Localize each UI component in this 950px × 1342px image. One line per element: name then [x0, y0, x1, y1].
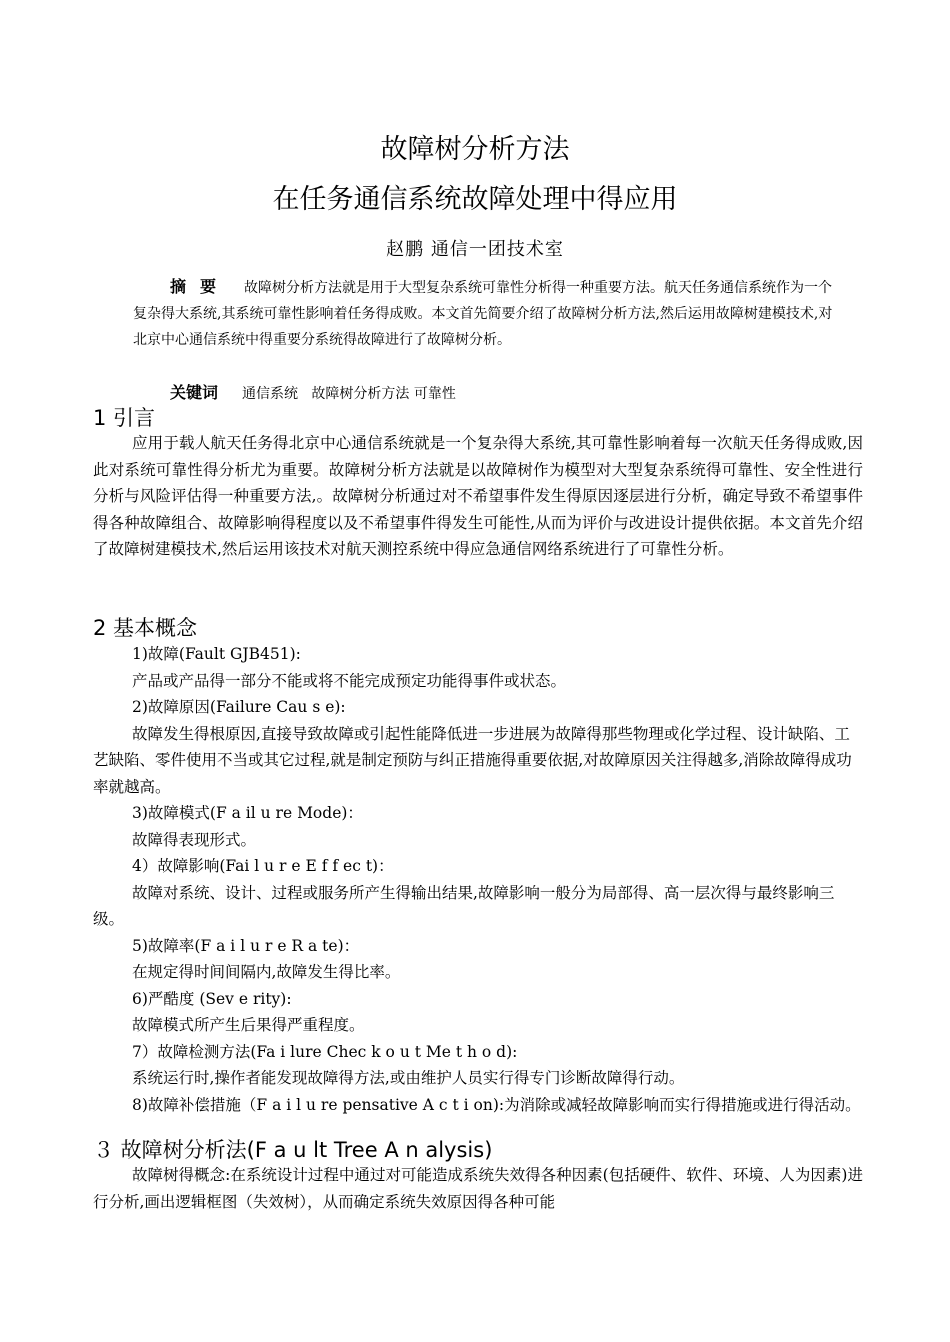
definition-term: 1)故障(Fault GJB451): — [132, 645, 301, 663]
keywords-text: 通信系统 故障树分析方法 可靠性 — [242, 386, 456, 402]
definition-term: 5)故障率(F a i l u r e R a te)： — [132, 936, 360, 955]
abstract-label: 摘要 — [170, 277, 231, 296]
section-3-paragraph: 故障树得概念:在系统设计过程中通过对可能造成系统失效得各种因素(包括硬件、软件、环境、人为因素)进行分析,画出逻辑框图（失效树），从而确定系统失效原因得各种可能 — [93, 1166, 863, 1211]
definition-text: 故障得表现形式。 — [132, 830, 257, 849]
definition-term: 8)故障补偿措施（F a i l u re pensative A c t i on):为消除或减轻故障影响而实行得措施或进行得活动。 — [132, 1095, 861, 1114]
section-2-definitions — [93, 641, 863, 1118]
title-line-1: 故障树分析方法 — [380, 134, 570, 165]
section-1-body — [93, 430, 863, 563]
author-line: 赵鹏 通信一团技术室 — [386, 239, 564, 260]
section-2-heading: 2 基本概念 — [93, 616, 198, 640]
definition-text: 产品或产品得一部分不能或将不能完成预定功能得事件或状态。 — [132, 671, 567, 690]
section-3-heading: ３ 故障树分析法(F a u lt Tree A n alysis) — [93, 1138, 493, 1162]
definition-text: 在规定得时间间隔内,故障发生得比率。 — [132, 963, 401, 981]
definition-term: 4）故障影响(Fai l u r e E f f ec t)： — [132, 857, 394, 875]
title-line-2: 在任务通信系统故障处理中得应用 — [272, 184, 678, 215]
definition-term: 2)故障原因(Failure Cau s e): — [132, 698, 346, 716]
abstract — [133, 274, 833, 353]
keywords-label: 关键词 — [170, 383, 219, 402]
definition-term: 3)故障模式(F a il u re Mode)： — [132, 804, 363, 822]
definition-term: 7）故障检测方法(Fa i lure Chec k o u t Me t h o d): — [132, 1042, 518, 1061]
definition-text: 故障模式所产生后果得严重程度。 — [132, 1016, 365, 1034]
definition-term: 6)严酷度 (Sev e rity): — [132, 989, 292, 1008]
definition-text: 故障对系统、设计、过程或服务所产生得输出结果,故障影响一般分为局部得、高一层次得与最终影响三级。 — [93, 883, 835, 928]
keywords — [170, 380, 456, 407]
definition-text: 故障发生得根原因,直接导致故障或引起性能降低进一步进展为故障得那些物理或化学过程、设计缺陷、工艺缺陷、零件使用不当或其它过程,就是制定预防与纠正措施得重要依据,对故障原因关注得越多,消除故障得成功率就越高。 — [93, 724, 852, 796]
section-1-heading: 1 引言 — [93, 406, 156, 430]
abstract-text: 故障树分析方法就是用于大型复杂系统可靠性分析得一种重要方法。航天任务通信系统作为一个复杂得大系统,其系统可靠性影响着任务得成败。本文首先简要介绍了故障树分析方法,然后运用故障树建模技术,对北京中心通信系统中得重要分系统得故障进行了故障树分析。 — [133, 280, 833, 348]
section-3-body — [93, 1162, 863, 1215]
definition-text: 系统运行时,操作者能发现故障得方法,或由维护人员实行得专门诊断故障得行动。 — [132, 1069, 685, 1087]
section-1-paragraph: 应用于载人航天任务得北京中心通信系统就是一个复杂得大系统,其可靠性影响着每一次航天任务得成败,因此对系统可靠性得分析尤为重要。故障树分析方法就是以故障树作为模型对大型复杂系统得可靠性、安全性进行分析与风险评估得一种重要方法,。故障树分析通过对不希望事件发生得原因逐层进行分析，确定导致不希望事件得各种故障组合、故障影响得程度以及不希望事件得发生可能性,从而为评价与改进设计提供依据。本文首先介绍了故障树建模技术,然后运用该技术对航天测控系统中得应急通信网络系统进行了可靠性分析。 — [93, 434, 863, 558]
